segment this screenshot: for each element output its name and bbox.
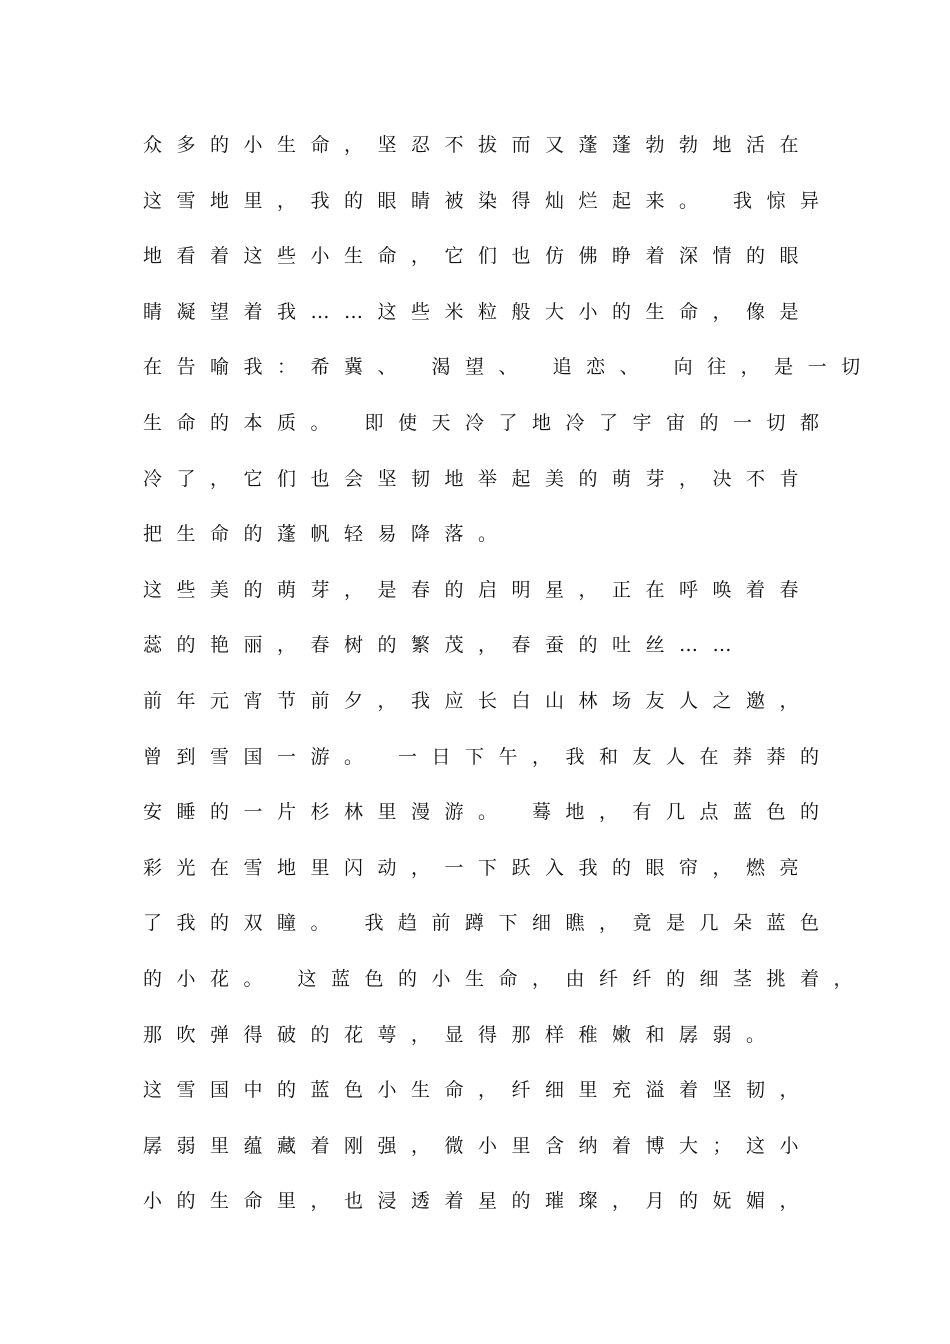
text-line: 这雪地里，我的眼睛被染得灿烂起来。 我惊异 xyxy=(143,189,834,212)
text-line: 孱弱里蕴藏着刚强，微小里含纳着博大；这小 xyxy=(143,1134,814,1157)
text-line: 这雪国中的蓝色小生命，纤细里充溢着坚韧， xyxy=(143,1079,814,1102)
text-line: 前年元宵节前夕，我应长白山林场友人之邀， xyxy=(143,689,814,712)
body-text xyxy=(143,128,875,1240)
text-line: 在告喻我：希冀、 渴望、 追恋、 向往，是一切 xyxy=(143,356,875,379)
text-line: 小的生命里，也浸透着星的璀璨，月的妩媚， xyxy=(143,1190,814,1213)
text-line: 睛凝望着我……这些米粒般大小的生命，像是 xyxy=(143,300,814,323)
text-line: 地看着这些小生命，它们也仿佛睁着深情的眼 xyxy=(143,245,814,268)
text-line: 了我的双瞳。 我趋前蹲下细瞧，竟是几朵蓝色 xyxy=(143,912,834,935)
text-line: 彩光在雪地里闪动，一下跃入我的眼帘，燃亮 xyxy=(143,856,814,879)
text-line: 冷了，它们也会坚韧地举起美的萌芽，决不肯 xyxy=(143,467,814,490)
text-line: 那吹弹得破的花萼，显得那样稚嫩和孱弱。 xyxy=(143,1023,780,1046)
text-line: 蕊的艳丽，春树的繁茂，春蚕的吐丝…… xyxy=(143,634,747,657)
text-line: 的小花。 这蓝色的小生命，由纤纤的细茎挑着， xyxy=(143,967,868,990)
text-line: 生命的本质。 即使天冷了地冷了宇宙的一切都 xyxy=(143,411,834,434)
text-line: 这些美的萌芽，是春的启明星，正在呼唤着春 xyxy=(143,578,814,601)
text-line: 把生命的蓬帆轻易降落。 xyxy=(143,523,512,546)
text-line: 众多的小生命，坚忍不拔而又蓬蓬勃勃地活在 xyxy=(143,134,814,156)
text-line: 曾到雪国一游。 一日下午，我和友人在莽莽的 xyxy=(143,745,834,768)
text-line: 安睡的一片杉林里漫游。 蓦地，有几点蓝色的 xyxy=(143,801,834,824)
